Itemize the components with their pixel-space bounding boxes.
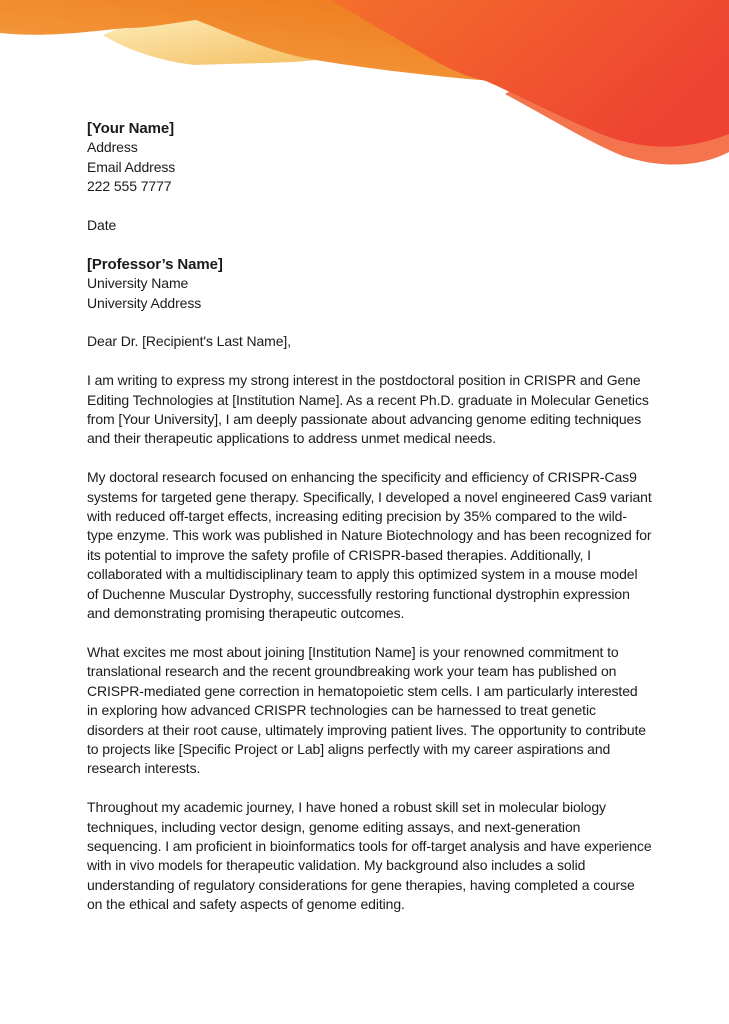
paragraph-skills: Throughout my academic journey, I have honed a robust skill set in molecular biology techniques, including vector design, genome editing assays, and next-generation sequencing. I am proficient in bioinformatics tools for off-target analysis and have experience with in vivo models for therapeutic validation. My background also includes a solid understanding of regulatory considerations for gene therapies, having completed a course on the ethical and safety aspects of genome editing. (87, 799, 652, 913)
paragraph-institution-fit: What excites me most about joining [Institution Name] is your renowned commitment to translational research and the recent groundbreaking work your team has published on CRISPR-mediated gene correction in hematopoietic stem cells. I am particularly interested in exploring how advanced CRISPR technologies can be harnessed to treat genetic disorders at their root cause, ultimately improving patient lives. The opportunity to contribute to projects like [Specific Project or Lab] aligns perfectly with my career aspirations and research interests. (87, 643, 646, 777)
paragraph-introduction: I am writing to express my strong interest in the postdoctoral position in CRISPR and Gene Editing Technologies at [Institution Name]. As a recent Ph.D. graduate in Molecular Genetics from [Your University], I am deeply passionate about advancing genome editing techniques and their therapeutic applications to address unmet medical needs. (87, 372, 649, 447)
letter-content (87, 119, 652, 915)
recipient-university-name: University Name (87, 275, 189, 292)
recipient-name: [Professor’s Name] (87, 255, 223, 273)
sender-name: [Your Name] (87, 120, 174, 137)
sender-address: Address (87, 139, 138, 156)
sender-email: Email Address (87, 158, 176, 175)
recipient-university-address: University Address (87, 294, 202, 311)
paragraph-doctoral-research: My doctoral research focused on enhancing the specificity and efficiency of CRISPR-Cas9 systems for targeted gene therapy. Specifically, I developed a novel engineered Cas9 variant with reduced off-target effects, increasing editing precision by 35% compared to the wild-type enzyme. This work was published in Nature Biotechnology and has been recognized for its potential to improve the safety profile of CRISPR-based therapies. Additionally, I collaborated with a multidisciplinary team to apply this optimized system in a mouse model of Duchenne Muscular Dystrophy, successfully restoring functional dystrophin expression and demonstrating promising therapeutic outcomes. (87, 469, 652, 622)
sender-block (87, 119, 652, 197)
yellow-wave-shape (103, 17, 315, 65)
sender-phone: 222 555 7777 (87, 178, 172, 195)
recipient-block (87, 255, 652, 313)
date-line: Date (87, 217, 117, 234)
salutation: Dear Dr. [Recipient's Last Name], (87, 333, 292, 350)
orange-wave-shape (0, 0, 505, 80)
